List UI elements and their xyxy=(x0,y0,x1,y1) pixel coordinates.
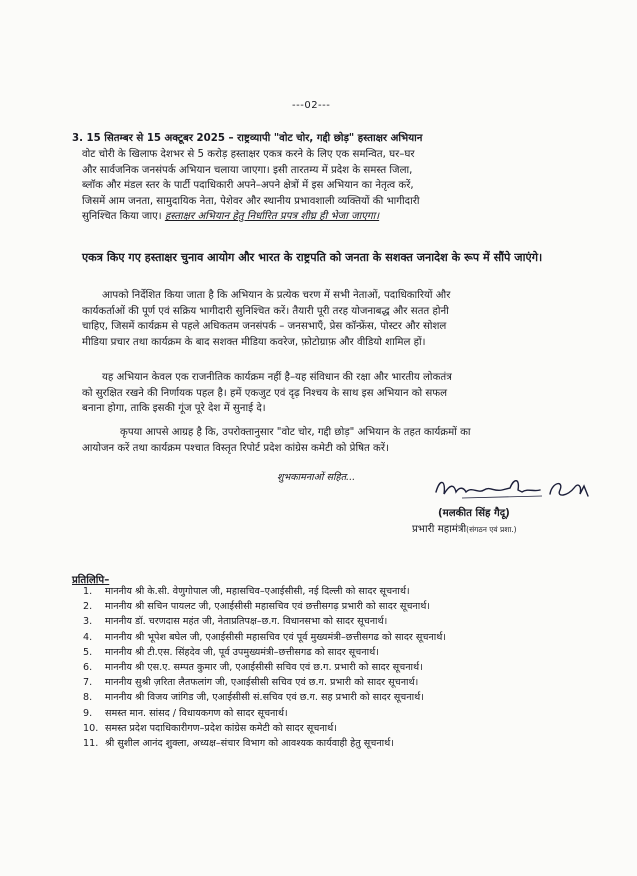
handwritten-signature xyxy=(432,472,592,508)
signatory-role-note: (संगठन एवं प्रशा.) xyxy=(466,525,517,534)
item3-line: वोट चोरी के खिलाफ देशभर से 5 करोड़ हस्ताक्षर एकत्र करने के लिए एक समन्वित, घर–घर xyxy=(82,149,415,160)
paragraph-3 xyxy=(82,370,452,417)
list-item: 10. समस्त प्रदेश पदाधिकारीगण–प्रदेश कांग्रेस कमेटी को सादर सूचनार्थ। xyxy=(83,722,337,734)
list-item: 11. श्री सुशील आनंद शुक्ला, अध्यक्ष–संचार विभाग को आवश्यक कार्यवाही हेतु सूचनार्थ। xyxy=(83,738,394,750)
para3-line: यह अभियान केवल एक राजनीतिक कार्यक्रम नहीं है–यह संविधान की रक्षा और भारतीय लोकतंत्र xyxy=(102,372,452,383)
signatory-role xyxy=(412,521,517,535)
item3-underlined-note: हस्ताक्षर अभियान हेतु निर्धारित प्रपत्र शीघ्र ही भेजा जाएगा। xyxy=(164,211,380,222)
para2-line: चाहिए, जिसमें कार्यक्रम से पहले अधिकतम जनसंपर्क – जनसभाएँ, प्रेस कॉन्फ्रेंस, पोस्टर और सोशल xyxy=(82,321,447,332)
bold-paragraph: एकत्र किए गए हस्ताक्षर चुनाव आयोग और भारत के राष्ट्रपति को जनता के सशक्त जनादेश के रूप में सौंपे जाएंगे। xyxy=(82,251,543,264)
para2-line: आपको निर्देशित किया जाता है कि अभियान के प्रत्येक चरण में सभी नेताओं, पदाधिकारियों और xyxy=(102,290,451,301)
para4-line: कृपया आपसे आग्रह है कि, उपरोक्तानुसार "वोट चोर, गद्दी छोड़" अभियान के तहत कार्यक्रमों का xyxy=(120,427,471,438)
list-item: 6. माननीय श्री एस.ए. सम्पत कुमार जी, एआईसीसी सचिव एवं छ.ग. प्रभारी को सादर सूचनार्थ। xyxy=(83,662,423,674)
para4-line: आयोजन करें तथा कार्यक्रम पश्चात विस्तृत रिपोर्ट प्रदेश कांग्रेस कमेटी को प्रेषित करें। xyxy=(82,442,389,454)
list-item: 5. माननीय श्री टी.एस. सिंहदेव जी, पूर्व उपमुख्यमंत्री–छत्तीसगढ को सादर सूचनार्थ। xyxy=(83,646,379,658)
list-item: 4. माननीय श्री भूपेश बघेल जी, एआईसीसी महासचिव एवं पूर्व मुख्यमंत्री–छत्तीसगढ को सादर सूचनार्थ। xyxy=(83,631,447,643)
para2-line: मीडिया प्रचार तथा कार्यक्रम के बाद सशक्त मीडिया कवरेज, फ़ोटोग्राफ़ और वीडियो शामिल हों। xyxy=(82,336,426,348)
list-item: 2. माननीय श्री सचिन पायलट जी, एआईसीसी महासचिव एवं छत्तीसगढ़ प्रभारी को सादर सूचनार्थ। xyxy=(83,601,431,613)
list-item: 9. समस्त मान. सांसद / विधायकगण को सादर सूचनार्थ। xyxy=(83,707,288,719)
cc-list xyxy=(83,584,446,751)
signatory-name: (मलकीत सिंह गैदू) xyxy=(438,508,510,519)
cc-heading: प्रतिलिपि– xyxy=(72,575,110,586)
item3-body xyxy=(82,147,592,225)
item3-heading: 3. 15 सितम्बर से 15 अक्टूबर 2025 – राष्ट्रव्यापी "वोट चोर, गद्दी छोड़" हस्ताक्षर अभियान xyxy=(72,133,423,144)
signatory-role-title: प्रभारी महामंत्री xyxy=(412,524,467,535)
para3-line: बनाना होगा, ताकि इसकी गूंज पूरे देश में सुनाई दे। xyxy=(82,403,266,414)
para3-line: को सुरक्षित रखने की निर्णायक पहल है। हमें एकजुट एवं दृढ़ निश्चय के साथ इस अभियान को सफल xyxy=(82,387,448,399)
paragraph-2 xyxy=(82,288,450,350)
list-item: 3. माननीय डॉ. चरणदास महंत जी, नेताप्रतिपक्ष–छ.ग. विधानसभा को सादर सूचनार्थ। xyxy=(83,616,388,628)
closing-wishes: शुभकामनाओं सहित... xyxy=(277,472,356,483)
item3-line: ब्लॉक और मंडल स्तर के पार्टी पदाधिकारी अपने–अपने क्षेत्रों में इस अभियान का नेतृत्व करें, xyxy=(82,180,414,191)
item3-line: और सार्वजनिक जनसंपर्क अभियान चलाया जाएगा। इसी तारतम्य में प्रदेश के समस्त जिला, xyxy=(82,164,413,176)
list-item: 8. माननीय श्री विजय जांगिड जी, एआईसीसी सं.सचिव एवं छ.ग. सह प्रभारी को सादर सूचनार्थ। xyxy=(83,692,424,704)
item3-last-prefix: सुनिश्चित किया जाए। xyxy=(82,211,162,222)
page-number: ---02--- xyxy=(292,100,331,111)
list-item: 7. माननीय सुश्री ज़रिता लैतफलांग जी, एआईसीसी सचिव एवं छ.ग. प्रभारी को सादर सूचनार्थ। xyxy=(83,677,419,689)
para2-line: कार्यकर्ताओं की पूर्ण एवं सक्रिय भागीदारी सुनिश्चित करें। तैयारी पूरी तरह योजनाबद्ध और सतत होनी xyxy=(82,305,449,317)
item3-line xyxy=(82,209,592,225)
list-item: 1. माननीय श्री के.सी. वेणुगोपाल जी, महासचिव–एआईसीसी, नई दिल्ली को सादर सूचनार्थ। xyxy=(83,586,410,597)
paragraph-4 xyxy=(82,425,471,456)
item3-line: जिसमें आम जनता, सामुदायिक नेता, पेशेवर और स्थानीय प्रभावशाली व्यक्तियों की भागीदारी xyxy=(82,195,420,207)
